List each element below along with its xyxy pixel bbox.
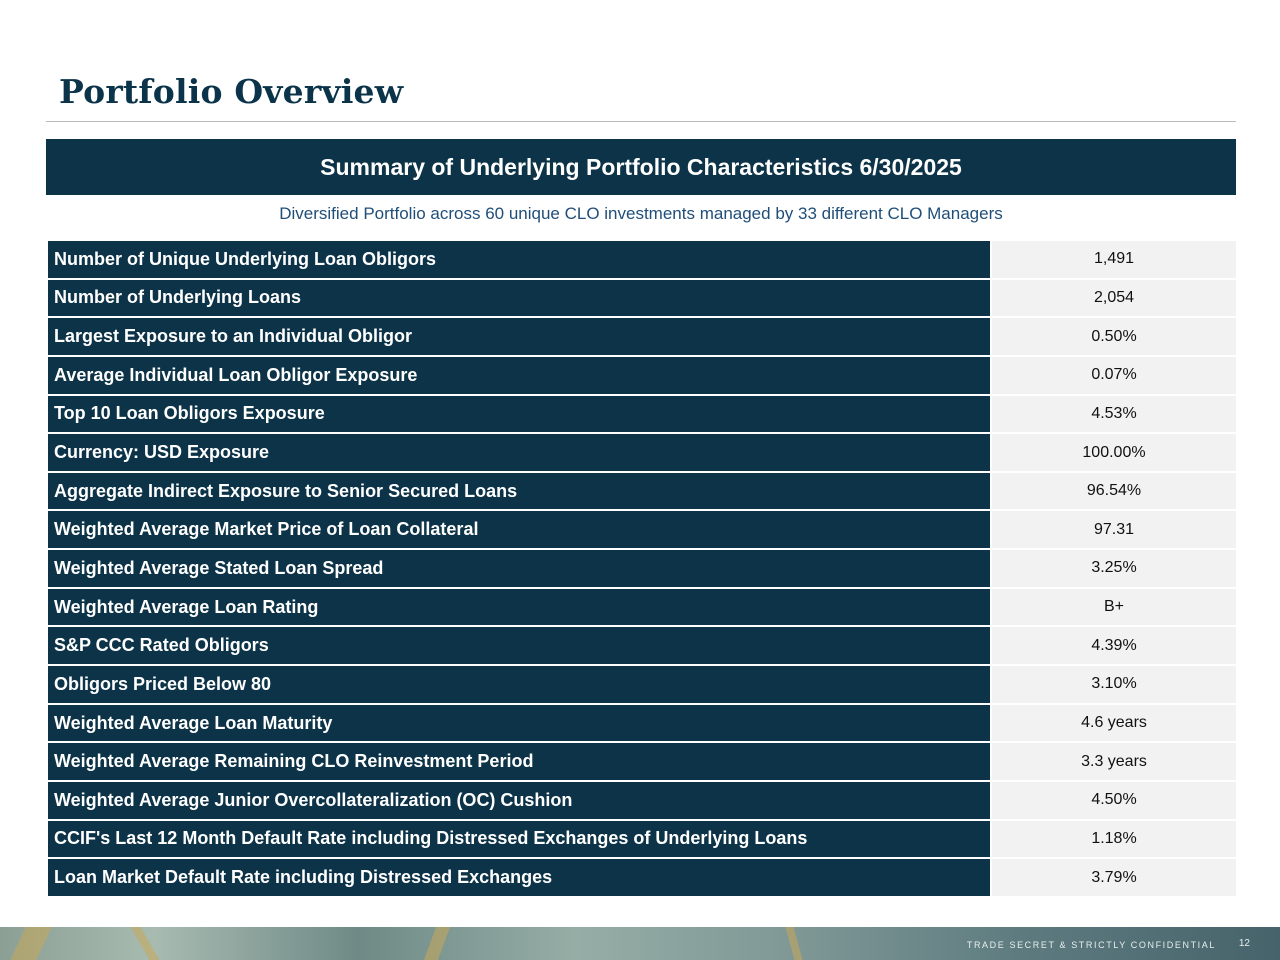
- table-row: [46, 394, 1236, 433]
- page-number: 12: [1238, 938, 1250, 949]
- table-row: [46, 780, 1236, 819]
- row-label: Currency: USD Exposure: [46, 432, 990, 471]
- table-row: [46, 664, 1236, 703]
- row-label: Weighted Average Remaining CLO Reinvestment Period: [46, 741, 990, 780]
- summary-header: Summary of Underlying Portfolio Characteristics 6/30/2025: [46, 139, 1236, 195]
- row-value: 97.31: [990, 509, 1236, 548]
- row-label: CCIF's Last 12 Month Default Rate including Distressed Exchanges of Underlying Loans: [46, 819, 990, 858]
- row-value: 0.50%: [990, 316, 1236, 355]
- row-label: Obligors Priced Below 80: [46, 664, 990, 703]
- row-label: Weighted Average Loan Rating: [46, 587, 990, 626]
- row-label: Average Individual Loan Obligor Exposure: [46, 355, 990, 394]
- row-value: 4.39%: [990, 625, 1236, 664]
- row-value: 0.07%: [990, 355, 1236, 394]
- table-row: [46, 741, 1236, 780]
- table-row: [46, 625, 1236, 664]
- row-value: 100.00%: [990, 432, 1236, 471]
- table-row: [46, 432, 1236, 471]
- row-label: Aggregate Indirect Exposure to Senior Secured Loans: [46, 471, 990, 510]
- table-row: [46, 703, 1236, 742]
- table-row: [46, 355, 1236, 394]
- row-label: Loan Market Default Rate including Distressed Exchanges: [46, 857, 990, 896]
- table-row: [46, 548, 1236, 587]
- title-divider: [46, 121, 1236, 122]
- row-label: Weighted Average Market Price of Loan Collateral: [46, 509, 990, 548]
- row-value: 3.25%: [990, 548, 1236, 587]
- row-value: 3.3 years: [990, 741, 1236, 780]
- footer-gold-streak: [424, 927, 450, 960]
- row-label: Weighted Average Junior Overcollateralization (OC) Cushion: [46, 780, 990, 819]
- footer-gold-streak: [130, 927, 159, 960]
- row-value: 3.79%: [990, 857, 1236, 896]
- table-row: [46, 819, 1236, 858]
- footer-gold-streak: [10, 927, 51, 960]
- table-row: [46, 857, 1236, 896]
- table-row: [46, 278, 1236, 317]
- row-value: 1,491: [990, 239, 1236, 278]
- row-label: Number of Underlying Loans: [46, 278, 990, 317]
- row-label: S&P CCC Rated Obligors: [46, 625, 990, 664]
- summary-subtitle: Diversified Portfolio across 60 unique CLO investments managed by 33 different CLO Managers: [279, 204, 1003, 223]
- row-value: 1.18%: [990, 819, 1236, 858]
- row-value: 4.50%: [990, 780, 1236, 819]
- table-row: [46, 316, 1236, 355]
- page-title: Portfolio Overview: [59, 72, 404, 111]
- table-row: [46, 587, 1236, 626]
- row-value: 96.54%: [990, 471, 1236, 510]
- row-label: Largest Exposure to an Individual Obligor: [46, 316, 990, 355]
- confidentiality-notice: TRADE SECRET & STRICTLY CONFIDENTIAL: [966, 940, 1216, 950]
- row-value: 4.6 years: [990, 703, 1236, 742]
- table-row: [46, 471, 1236, 510]
- characteristics-table: [46, 239, 1236, 896]
- row-value: 4.53%: [990, 394, 1236, 433]
- row-value: 3.10%: [990, 664, 1236, 703]
- row-label: Weighted Average Stated Loan Spread: [46, 548, 990, 587]
- row-value: 2,054: [990, 278, 1236, 317]
- row-label: Weighted Average Loan Maturity: [46, 703, 990, 742]
- row-label: Number of Unique Underlying Loan Obligors: [46, 239, 990, 278]
- footer-gold-streak: [786, 927, 803, 960]
- table-row: [46, 239, 1236, 278]
- row-label: Top 10 Loan Obligors Exposure: [46, 394, 990, 433]
- table-row: [46, 509, 1236, 548]
- row-value: B+: [990, 587, 1236, 626]
